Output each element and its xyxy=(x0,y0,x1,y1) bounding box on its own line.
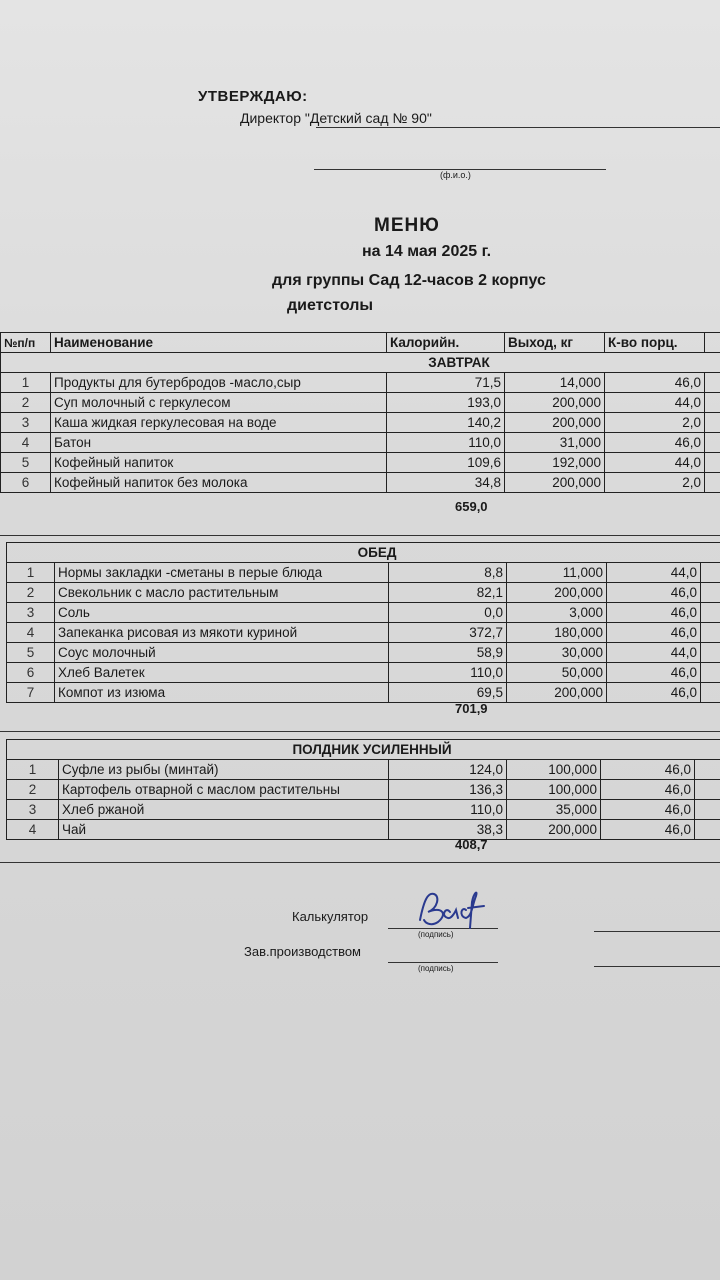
production-manager-label: Зав.производством xyxy=(244,944,361,959)
empty-cell xyxy=(705,433,720,453)
section-title-breakfast: ЗАВТРАК xyxy=(1,353,720,373)
row-number: 1 xyxy=(7,563,55,583)
row-number: 1 xyxy=(7,760,59,780)
empty-cell xyxy=(705,473,720,493)
output-value: 200,000 xyxy=(507,683,607,703)
calories-value: 193,0 xyxy=(387,393,505,413)
output-value: 100,000 xyxy=(507,760,601,780)
portions-value: 44,0 xyxy=(605,453,705,473)
production-signature-line xyxy=(388,962,498,963)
table-row xyxy=(1,393,720,413)
row-number: 2 xyxy=(7,780,59,800)
snack-top-rule xyxy=(0,731,720,732)
portions-value: 46,0 xyxy=(607,663,701,683)
table-row xyxy=(1,413,720,433)
menu-title: МЕНЮ xyxy=(374,215,440,236)
dish-name: Кофейный напиток xyxy=(51,453,387,473)
table-row xyxy=(7,780,720,800)
header-num: №п/п xyxy=(1,333,51,353)
dish-name: Суп молочный с геркулесом xyxy=(51,393,387,413)
portions-value: 46,0 xyxy=(601,820,695,840)
table-row xyxy=(7,683,720,703)
table-row xyxy=(7,663,720,683)
portions-value: 2,0 xyxy=(605,413,705,433)
portions-value: 46,0 xyxy=(605,433,705,453)
calories-value: 140,2 xyxy=(387,413,505,433)
calories-value: 109,6 xyxy=(387,453,505,473)
dish-name: Чай xyxy=(59,820,389,840)
dish-name: Соус молочный xyxy=(55,643,389,663)
portions-value: 46,0 xyxy=(601,780,695,800)
row-number: 6 xyxy=(1,473,51,493)
row-number: 2 xyxy=(7,583,55,603)
row-number: 3 xyxy=(7,800,59,820)
snack-rows xyxy=(7,760,720,840)
empty-cell xyxy=(705,413,720,433)
empty-cell xyxy=(701,603,720,623)
section-row xyxy=(7,740,720,760)
portions-value: 46,0 xyxy=(607,623,701,643)
table-row xyxy=(7,800,720,820)
row-number: 4 xyxy=(7,820,59,840)
calories-value: 372,7 xyxy=(389,623,507,643)
menu-group: для группы Сад 12-часов 2 корпус xyxy=(272,272,546,289)
director-underline xyxy=(316,127,720,128)
dish-name: Запеканка рисовая из мякоти куриной xyxy=(55,623,389,643)
portions-value: 2,0 xyxy=(605,473,705,493)
header-portions: К-во порц. xyxy=(605,333,705,353)
calories-value: 71,5 xyxy=(387,373,505,393)
table-row xyxy=(7,583,720,603)
approval-heading: УТВЕРЖДАЮ: xyxy=(198,88,308,105)
dish-name: Кофейный напиток без молока xyxy=(51,473,387,493)
header-name: Наименование xyxy=(51,333,387,353)
section-title-snack: ПОЛДНИК УСИЛЕННЫЙ xyxy=(7,740,720,760)
output-value: 192,000 xyxy=(505,453,605,473)
row-number: 6 xyxy=(7,663,55,683)
empty-cell xyxy=(705,393,720,413)
portions-value: 44,0 xyxy=(605,393,705,413)
row-number: 5 xyxy=(7,643,55,663)
output-value: 3,000 xyxy=(507,603,607,623)
calories-value: 110,0 xyxy=(389,800,507,820)
dish-name: Хлеб ржаной xyxy=(59,800,389,820)
row-number: 7 xyxy=(7,683,55,703)
breakfast-rows xyxy=(1,373,720,493)
portions-value: 46,0 xyxy=(601,800,695,820)
lunch-table xyxy=(6,542,720,703)
lunch-total: 701,9 xyxy=(455,701,488,716)
dish-name: Нормы закладки -сметаны в перые блюда xyxy=(55,563,389,583)
header-calories: Калорийн. xyxy=(387,333,505,353)
portions-value: 46,0 xyxy=(605,373,705,393)
section-row xyxy=(1,353,720,373)
dish-name: Суфле из рыбы (минтай) xyxy=(59,760,389,780)
section-row xyxy=(7,543,720,563)
breakfast-table xyxy=(0,332,720,493)
table-row xyxy=(7,820,720,840)
bottom-rule xyxy=(0,862,720,863)
calculator-signature-caption: (подпись) xyxy=(418,930,454,939)
calories-value: 34,8 xyxy=(387,473,505,493)
row-number: 3 xyxy=(1,413,51,433)
empty-cell xyxy=(695,800,720,820)
dish-name: Батон xyxy=(51,433,387,453)
row-number: 1 xyxy=(1,373,51,393)
calories-value: 110,0 xyxy=(389,663,507,683)
portions-value: 46,0 xyxy=(601,760,695,780)
snack-table xyxy=(6,739,720,840)
table-header-row xyxy=(1,333,720,353)
production-signature-caption: (подпись) xyxy=(418,964,454,973)
empty-cell xyxy=(701,583,720,603)
table-row xyxy=(7,643,720,663)
calories-value: 0,0 xyxy=(389,603,507,623)
output-value: 100,000 xyxy=(507,780,601,800)
empty-cell xyxy=(701,683,720,703)
portions-value: 46,0 xyxy=(607,583,701,603)
portions-value: 44,0 xyxy=(607,563,701,583)
dish-name: Компот из изюма xyxy=(55,683,389,703)
empty-cell xyxy=(701,663,720,683)
section-title-lunch: ОБЕД xyxy=(7,543,720,563)
dish-name: Картофель отварной с маслом растительны xyxy=(59,780,389,800)
calories-value: 110,0 xyxy=(387,433,505,453)
empty-cell xyxy=(705,373,720,393)
calories-value: 136,3 xyxy=(389,780,507,800)
calories-value: 69,5 xyxy=(389,683,507,703)
lunch-rows xyxy=(7,563,720,703)
table-row xyxy=(7,563,720,583)
row-number: 4 xyxy=(7,623,55,643)
portions-value: 46,0 xyxy=(607,603,701,623)
header-output: Выход, кг xyxy=(505,333,605,353)
table-row xyxy=(1,373,720,393)
row-number: 4 xyxy=(1,433,51,453)
fio-caption: (ф.и.о.) xyxy=(440,170,471,180)
table-row xyxy=(7,603,720,623)
empty-cell xyxy=(695,780,720,800)
row-number: 5 xyxy=(1,453,51,473)
dish-name: Каша жидкая геркулесовая на воде xyxy=(51,413,387,433)
dish-name: Соль xyxy=(55,603,389,623)
empty-cell xyxy=(701,563,720,583)
calories-value: 82,1 xyxy=(389,583,507,603)
snack-total: 408,7 xyxy=(455,837,488,852)
output-value: 11,000 xyxy=(507,563,607,583)
table-row xyxy=(1,433,720,453)
calories-value: 38,3 xyxy=(389,820,507,840)
empty-cell xyxy=(695,820,720,840)
menu-diet: диетстолы xyxy=(287,297,374,314)
table-row xyxy=(1,473,720,493)
empty-cell xyxy=(701,623,720,643)
output-value: 200,000 xyxy=(505,473,605,493)
portions-value: 44,0 xyxy=(607,643,701,663)
production-name-line xyxy=(594,966,720,967)
output-value: 35,000 xyxy=(507,800,601,820)
empty-cell xyxy=(705,453,720,473)
calculator-label: Калькулятор xyxy=(292,909,369,924)
calories-value: 58,9 xyxy=(389,643,507,663)
calculator-name-line xyxy=(594,931,720,932)
breakfast-total: 659,0 xyxy=(455,499,488,514)
calories-value: 124,0 xyxy=(389,760,507,780)
table-row xyxy=(7,760,720,780)
output-value: 180,000 xyxy=(507,623,607,643)
table-row xyxy=(7,623,720,643)
director-line-text: Директор "Детский сад № 90" xyxy=(240,110,432,126)
handwritten-signature xyxy=(414,886,504,930)
output-value: 30,000 xyxy=(507,643,607,663)
lunch-top-rule xyxy=(0,535,720,536)
output-value: 31,000 xyxy=(505,433,605,453)
portions-value: 46,0 xyxy=(607,683,701,703)
empty-cell xyxy=(695,760,720,780)
menu-date: на 14 мая 2025 г. xyxy=(362,243,492,260)
calories-value: 8,8 xyxy=(389,563,507,583)
dish-name: Свекольник с масло растительным xyxy=(55,583,389,603)
table-row xyxy=(1,453,720,473)
empty-cell xyxy=(701,643,720,663)
output-value: 200,000 xyxy=(505,413,605,433)
output-value: 200,000 xyxy=(505,393,605,413)
output-value: 200,000 xyxy=(507,820,601,840)
dish-name: Продукты для бутербродов -масло,сыр xyxy=(51,373,387,393)
dish-name: Хлеб Валетек xyxy=(55,663,389,683)
output-value: 200,000 xyxy=(507,583,607,603)
output-value: 14,000 xyxy=(505,373,605,393)
output-value: 50,000 xyxy=(507,663,607,683)
row-number: 3 xyxy=(7,603,55,623)
row-number: 2 xyxy=(1,393,51,413)
